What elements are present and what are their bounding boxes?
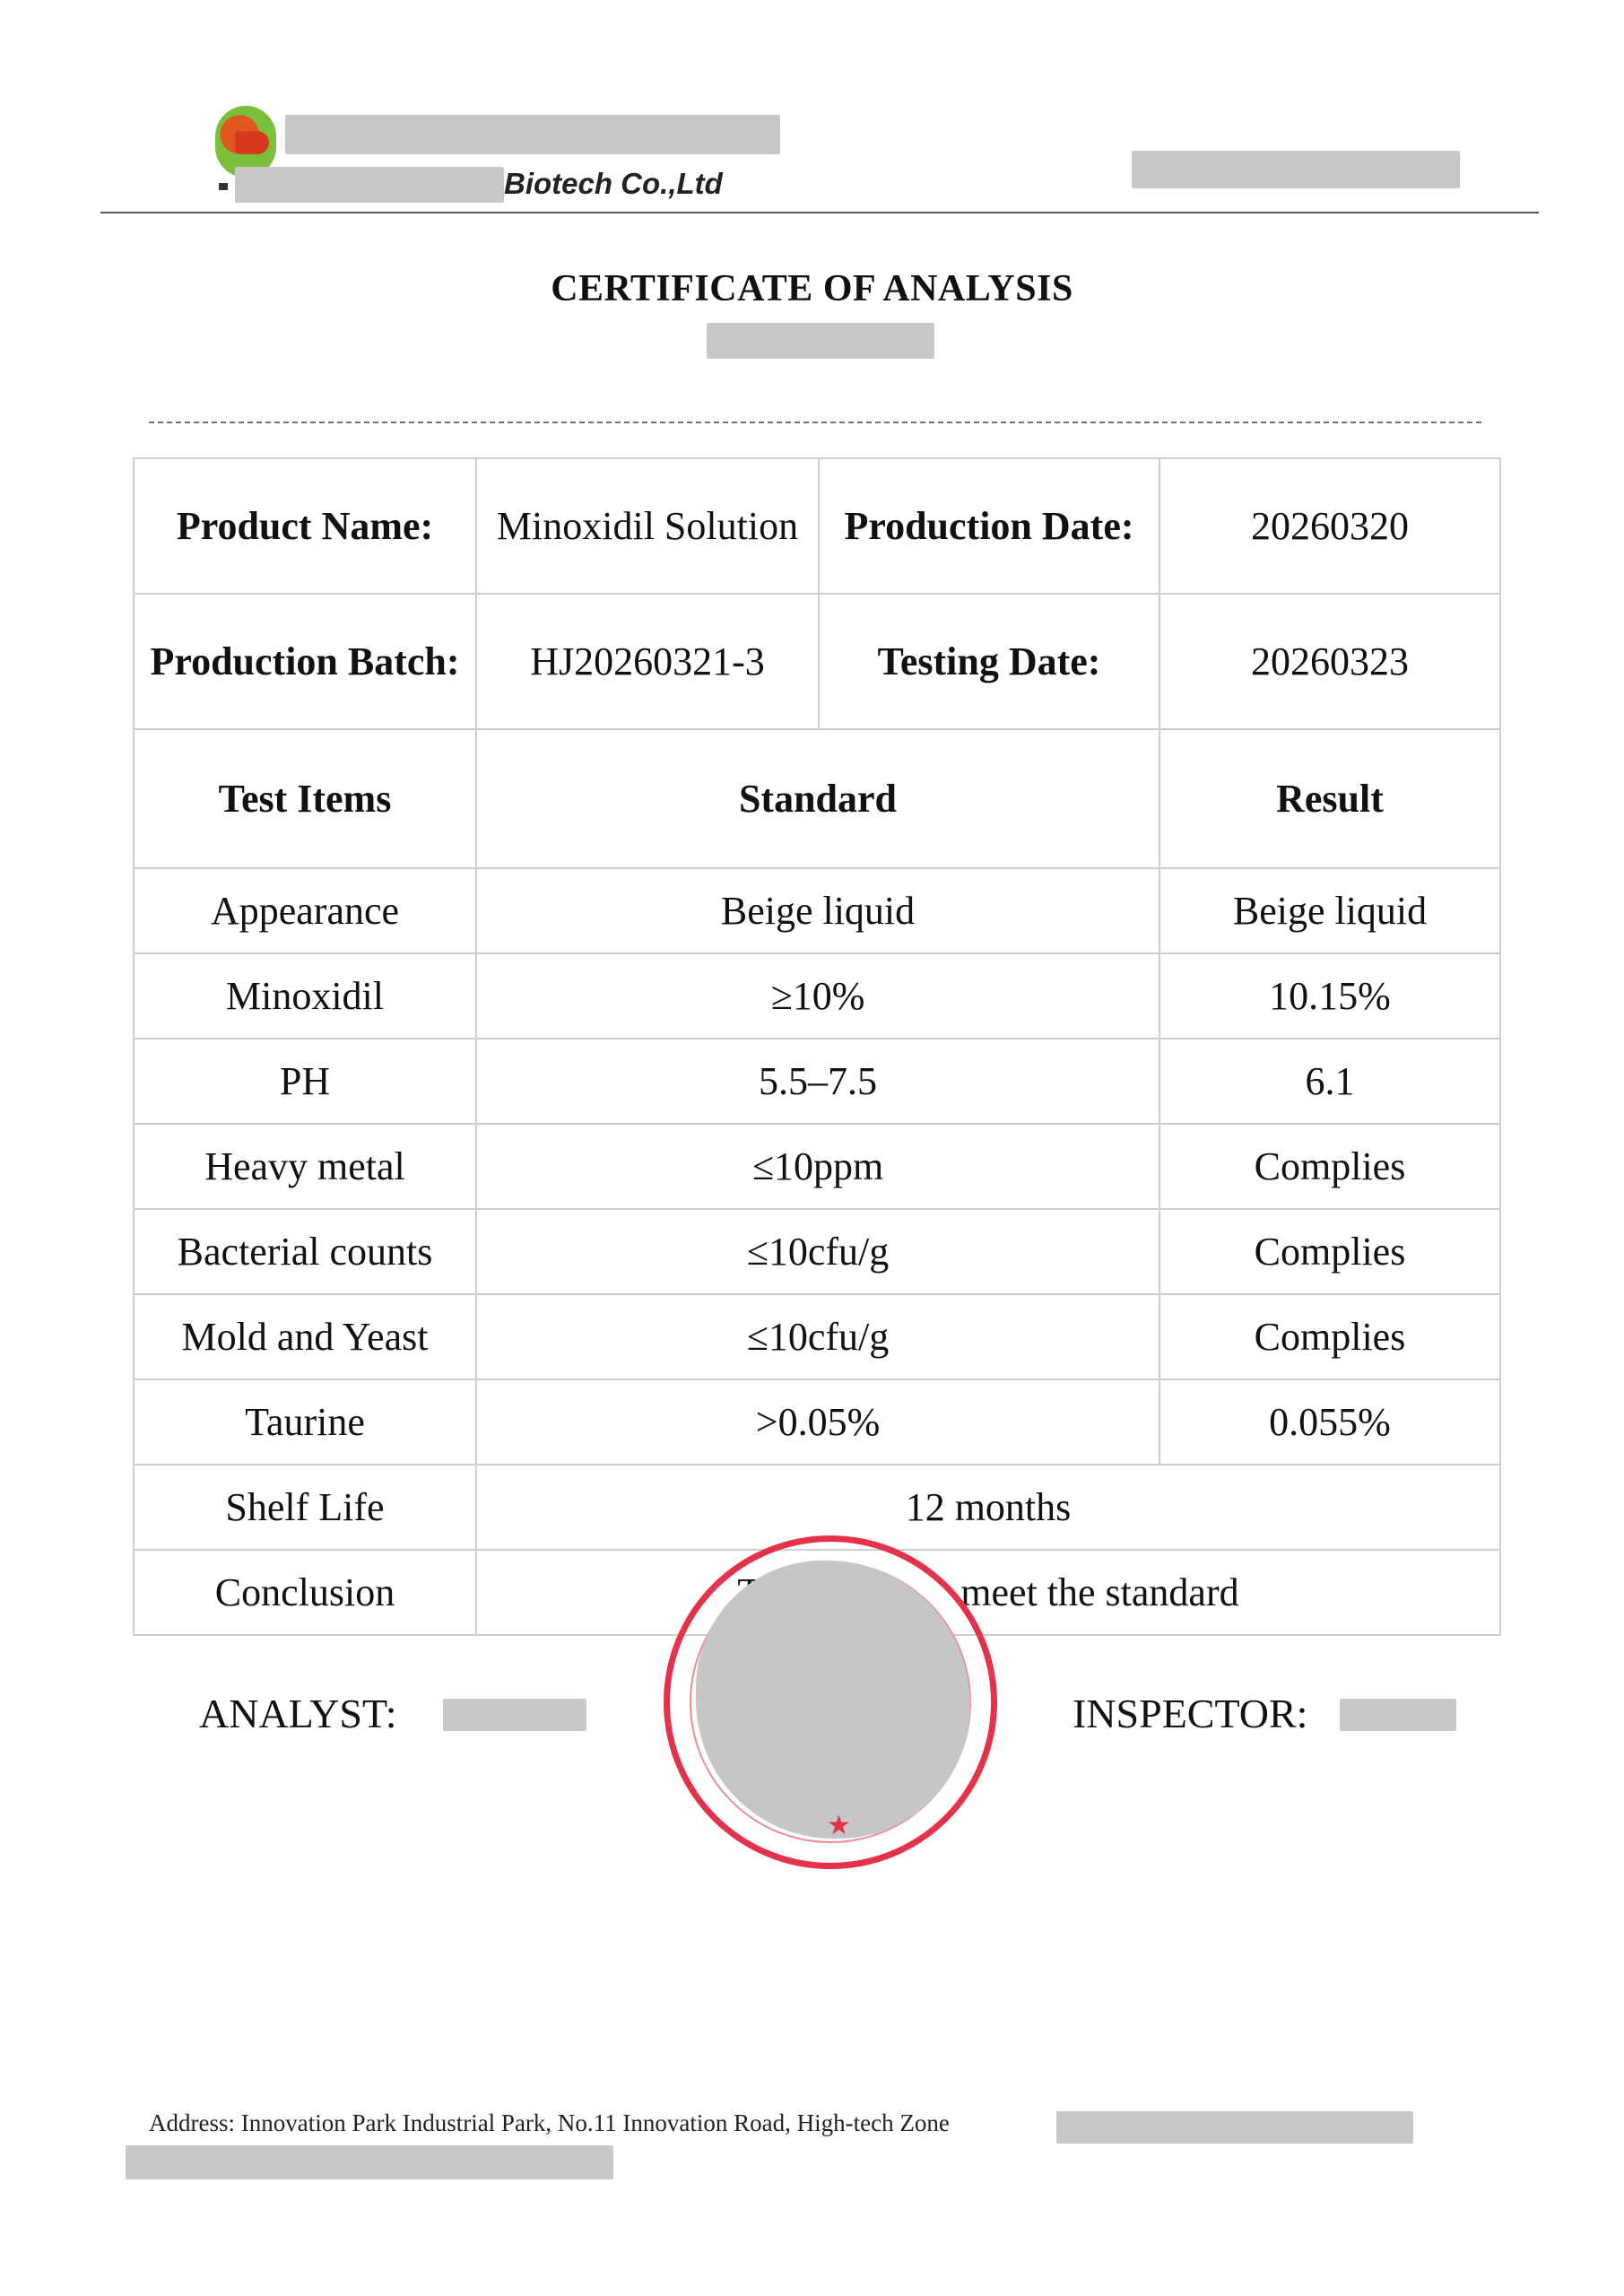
test-item-cell: Bacterial counts	[134, 1209, 476, 1294]
header-divider	[100, 212, 1539, 213]
document-title: CERTIFICATE OF ANALYSIS	[551, 268, 1073, 309]
conclusion-suffix: meet the standard	[960, 1570, 1239, 1614]
table-row	[134, 1039, 1500, 1124]
production-batch-value: HJ20260321-3	[476, 594, 819, 729]
standard-cell: ≤10cfu/g	[476, 1209, 1159, 1294]
standard-cell: >0.05%	[476, 1379, 1159, 1465]
redacted-contact-line	[126, 2145, 613, 2179]
analyst-label: ANALYST:	[199, 1691, 397, 1736]
result-cell: 0.055%	[1159, 1379, 1500, 1465]
seal-star-icon: ★	[827, 1810, 851, 1841]
product-name-value: Minoxidil Solution	[476, 458, 819, 594]
table-row	[134, 1124, 1500, 1209]
footer-address: Address: Innovation Park Industrial Park, No.11 Innovation Road, High-tech Zone	[149, 2109, 950, 2136]
test-item-cell: Minoxidil	[134, 953, 476, 1039]
dashed-divider	[149, 422, 1481, 423]
redacted-analyst-signature	[443, 1699, 586, 1731]
redacted-header-right	[1132, 151, 1460, 188]
inspector-label: INSPECTOR:	[1073, 1691, 1308, 1736]
result-cell: Complies	[1159, 1294, 1500, 1379]
standard-cell: ≥10%	[476, 953, 1159, 1039]
shelf-life-label: Shelf Life	[134, 1465, 476, 1550]
production-date-value: 20260320	[1159, 458, 1500, 594]
table-row	[134, 868, 1500, 953]
redacted-title-subtitle	[707, 323, 934, 359]
result-cell: Complies	[1159, 1209, 1500, 1294]
column-header-standard: Standard	[476, 729, 1159, 868]
company-name-suffix: Biotech Co.,Ltd	[504, 167, 723, 200]
standard-cell: 5.5–7.5	[476, 1039, 1159, 1124]
test-item-cell: PH	[134, 1039, 476, 1124]
standard-cell: Beige liquid	[476, 868, 1159, 953]
column-header-result: Result	[1159, 729, 1500, 868]
table-header-row	[134, 729, 1500, 868]
result-cell: 6.1	[1159, 1039, 1500, 1124]
column-header-test-items: Test Items	[134, 729, 476, 868]
product-name-label: Product Name:	[134, 458, 476, 594]
production-batch-label: Production Batch:	[134, 594, 476, 729]
test-item-cell: Heavy metal	[134, 1124, 476, 1209]
table-row	[134, 1294, 1500, 1379]
redacted-company-name	[285, 115, 780, 154]
testing-date-label: Testing Date:	[819, 594, 1159, 729]
redacted-inspector-signature	[1340, 1699, 1456, 1731]
redacted-company-name-line2	[235, 167, 504, 203]
result-cell: Complies	[1159, 1124, 1500, 1209]
info-row-product	[134, 458, 1500, 594]
info-row-batch	[134, 594, 1500, 729]
test-item-cell: Appearance	[134, 868, 476, 953]
test-item-cell: Taurine	[134, 1379, 476, 1465]
result-cell: 10.15%	[1159, 953, 1500, 1039]
analysis-table	[133, 457, 1501, 1636]
production-date-label: Production Date:	[819, 458, 1159, 594]
standard-cell: ≤10ppm	[476, 1124, 1159, 1209]
test-item-cell: Mold and Yeast	[134, 1294, 476, 1379]
table-row	[134, 1209, 1500, 1294]
table-row	[134, 1379, 1500, 1465]
conclusion-value	[476, 1550, 1500, 1635]
standard-cell: ≤10cfu/g	[476, 1294, 1159, 1379]
table-row	[134, 953, 1500, 1039]
redacted-address-continuation	[1056, 2111, 1413, 2144]
shelf-life-value: 12 months	[476, 1465, 1500, 1550]
conclusion-label: Conclusion	[134, 1550, 476, 1635]
result-cell: Beige liquid	[1159, 868, 1500, 953]
testing-date-value: 20260323	[1159, 594, 1500, 729]
